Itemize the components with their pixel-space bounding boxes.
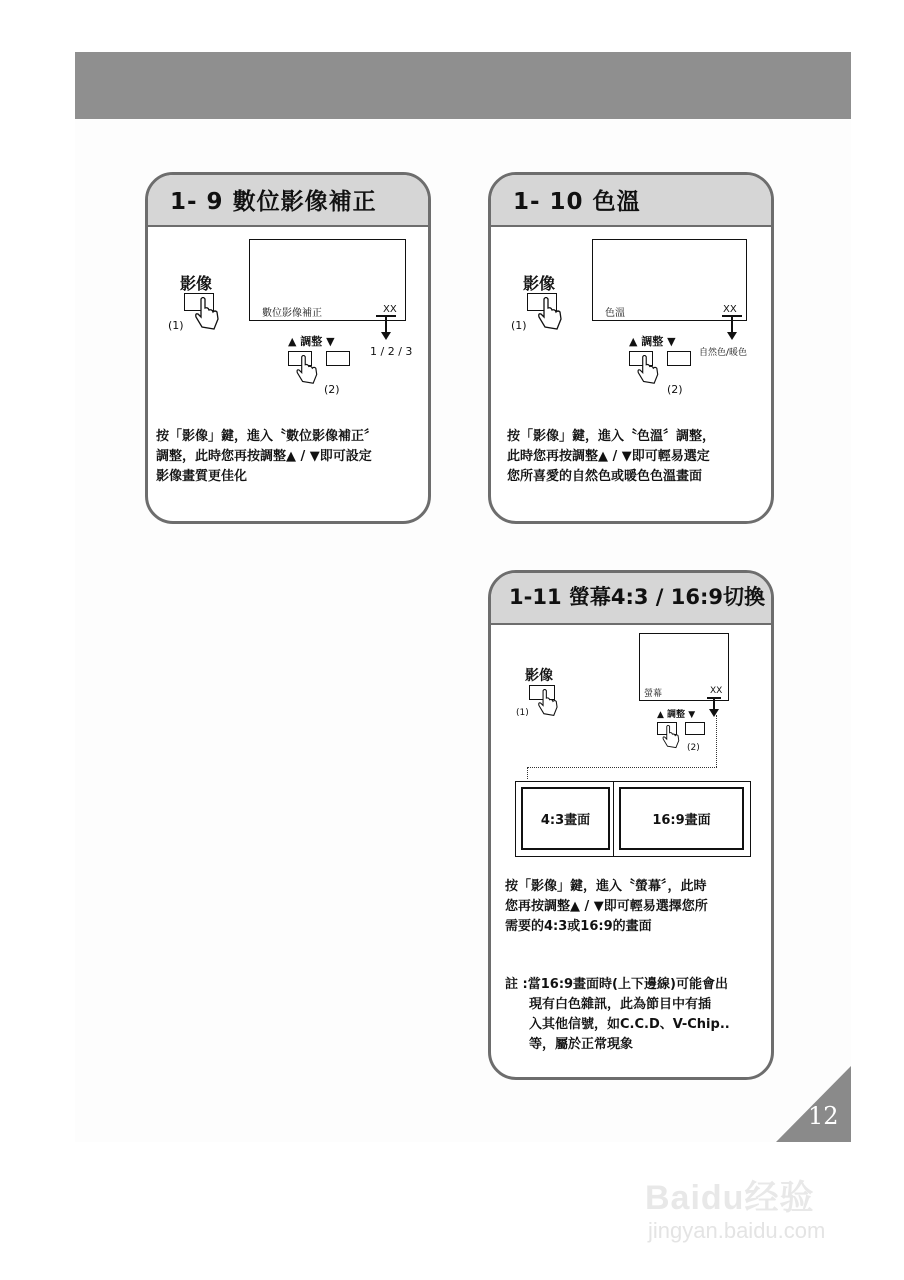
section-header (491, 573, 771, 625)
note-line: 現有白色雜訊，此為節目中有插 (529, 997, 712, 1012)
aspect-4-3-label: 4:3畫面 (521, 787, 610, 850)
step-1-label: (1) (511, 319, 527, 332)
body-line: 您再按調整▲ / ▼即可輕易選擇您所 (505, 899, 708, 914)
image-key-label: 影像 (180, 274, 213, 293)
pointing-hand-icon (636, 355, 660, 385)
adjust-down-button (326, 351, 350, 366)
tv-value-xx: XX (723, 304, 737, 315)
section-1-10-card (488, 172, 774, 524)
section-title: 1- 10 色溫 (513, 189, 641, 215)
tv-screen (592, 239, 747, 321)
aspect-16-9-label: 16:9畫面 (619, 787, 744, 850)
connector-line (527, 767, 717, 768)
body-line: 影像畫質更佳化 (156, 469, 248, 484)
tv-screen (249, 239, 406, 321)
note-line: 註 :當16:9畫面時(上下邊線)可能會出 (505, 977, 728, 992)
section-header (491, 175, 771, 227)
adjust-label: ▲ 調整 ▼ (288, 335, 335, 348)
body-line: 此時您再按調整▲ / ▼即可輕易選定 (507, 449, 710, 464)
tv-value-xx: XX (710, 686, 723, 696)
section-title: 1- 9 數位影像補正 (170, 189, 377, 215)
header-band (75, 52, 851, 119)
tv-screen (639, 633, 729, 701)
tv-screen-label: 色溫 (605, 308, 625, 319)
note-line: 等，屬於正常現象 (529, 1037, 634, 1052)
page-number: 12 (808, 1102, 839, 1130)
step-2-label: (2) (324, 383, 340, 396)
step-1-label: (1) (168, 319, 184, 332)
watermark-logo: Baidu经验 (645, 1179, 815, 1217)
pointing-hand-icon (295, 355, 319, 385)
image-key-label: 影像 (525, 668, 553, 684)
value-options: 自然色/暖色 (699, 348, 748, 358)
section-1-11-card (488, 570, 774, 1080)
watermark-url: jingyan.baidu.com (648, 1218, 826, 1243)
value-arrow-down-icon (727, 332, 737, 340)
image-key-label: 影像 (523, 274, 556, 293)
connector-line (527, 767, 528, 779)
step-2-label: (2) (667, 383, 683, 396)
tv-screen-label: 螢幕 (644, 689, 663, 699)
section-title: 1-11 螢幕4:3 / 16:9切換 (509, 585, 766, 609)
pointing-hand-icon (194, 297, 220, 331)
body-line: 需要的4:3或16:9的畫面 (505, 919, 652, 934)
connector-line (716, 715, 717, 767)
body-line: 按「影像」鍵，進入〝數位影像補正〞 (156, 429, 378, 444)
adjust-label: ▲ 調整 ▼ (657, 710, 696, 720)
aspect-4-3-frame (515, 781, 617, 857)
note-line: 入其他信號，如C.C.D、V-Chip.. (529, 1017, 730, 1032)
body-line: 調整，此時您再按調整▲ / ▼即可設定 (156, 449, 372, 464)
body-line: 按「影像」鍵，進入〝色溫〞調整， (507, 429, 716, 444)
adjust-down-button (667, 351, 691, 366)
aspect-16-9-frame (613, 781, 751, 857)
step-1-label: (1) (516, 708, 529, 718)
pointing-hand-icon (537, 297, 563, 331)
tv-value-xx: XX (383, 304, 397, 315)
adjust-label: ▲ 調整 ▼ (629, 335, 676, 348)
value-arrow-down-icon (709, 709, 719, 717)
tv-screen-label: 數位影像補正 (262, 308, 322, 319)
section-1-9-card (145, 172, 431, 524)
value-arrow-down-icon (381, 332, 391, 340)
adjust-down-button (685, 722, 705, 735)
body-line: 按「影像」鍵，進入〝螢幕〞，此時 (505, 879, 707, 894)
section-header (148, 175, 428, 227)
body-line: 您所喜愛的自然色或暖色色溫畫面 (507, 469, 703, 484)
step-2-label: (2) (687, 743, 700, 753)
pointing-hand-icon (661, 725, 681, 749)
pointing-hand-icon (537, 689, 559, 717)
value-options: 1 / 2 / 3 (370, 345, 413, 358)
